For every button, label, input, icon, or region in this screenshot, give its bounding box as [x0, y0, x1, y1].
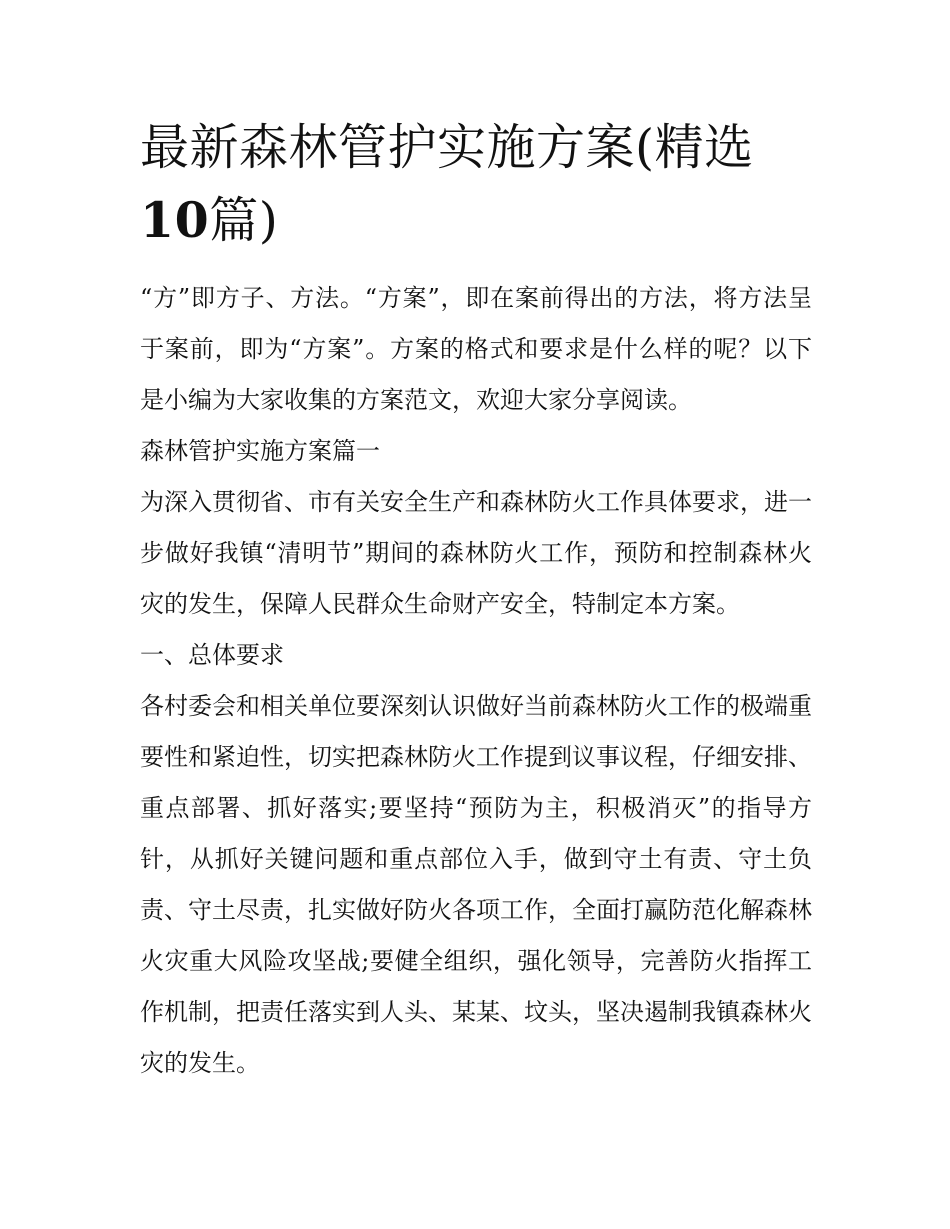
- section-heading-part-one: 森林管护实施方案篇一: [140, 437, 380, 465]
- document-title: 最新森林管护实施方案(精选10篇): [140, 119, 754, 249]
- body-paragraph: 各村委会和相关单位要深刻认识做好当前森林防火工作的极端重要性和紧迫性，切实把森林防火工作提到议事议程，仔细安排、重点部署、抓好落实;要坚持“预防为主，积极消灭”的指导方针，从抓好关键问题和重点部位入手，做到守土有责、守土负责、守土尽责，扎实做好防火各项工作，全面打赢防范化解森林火灾重大风险攻坚战;要健全组织，强化领导，完善防火指挥工作机制，把责任落实到人头、某某、坟头，坚决遏制我镇森林火灾的发生。: [140, 692, 812, 1077]
- section-heading-general-requirements: 一、总体要求: [140, 641, 284, 669]
- document-page: [140, 112, 812, 1089]
- title-number: 10: [140, 191, 210, 249]
- body-paragraph: 为深入贯彻省、市有关安全生产和森林防火工作具体要求，进一步做好我镇“清明节”期间的森林防火工作，预防和控制森林火灾的发生，保障人民群众生命财产安全，特制定本方案。: [140, 488, 812, 618]
- intro-paragraph: “方”即方子、方法。“方案”，即在案前得出的方法，将方法呈于案前，即为“方案”。方案的格式和要求是什么样的呢？以下是小编为大家收集的方案范文，欢迎大家分享阅读。: [140, 284, 812, 414]
